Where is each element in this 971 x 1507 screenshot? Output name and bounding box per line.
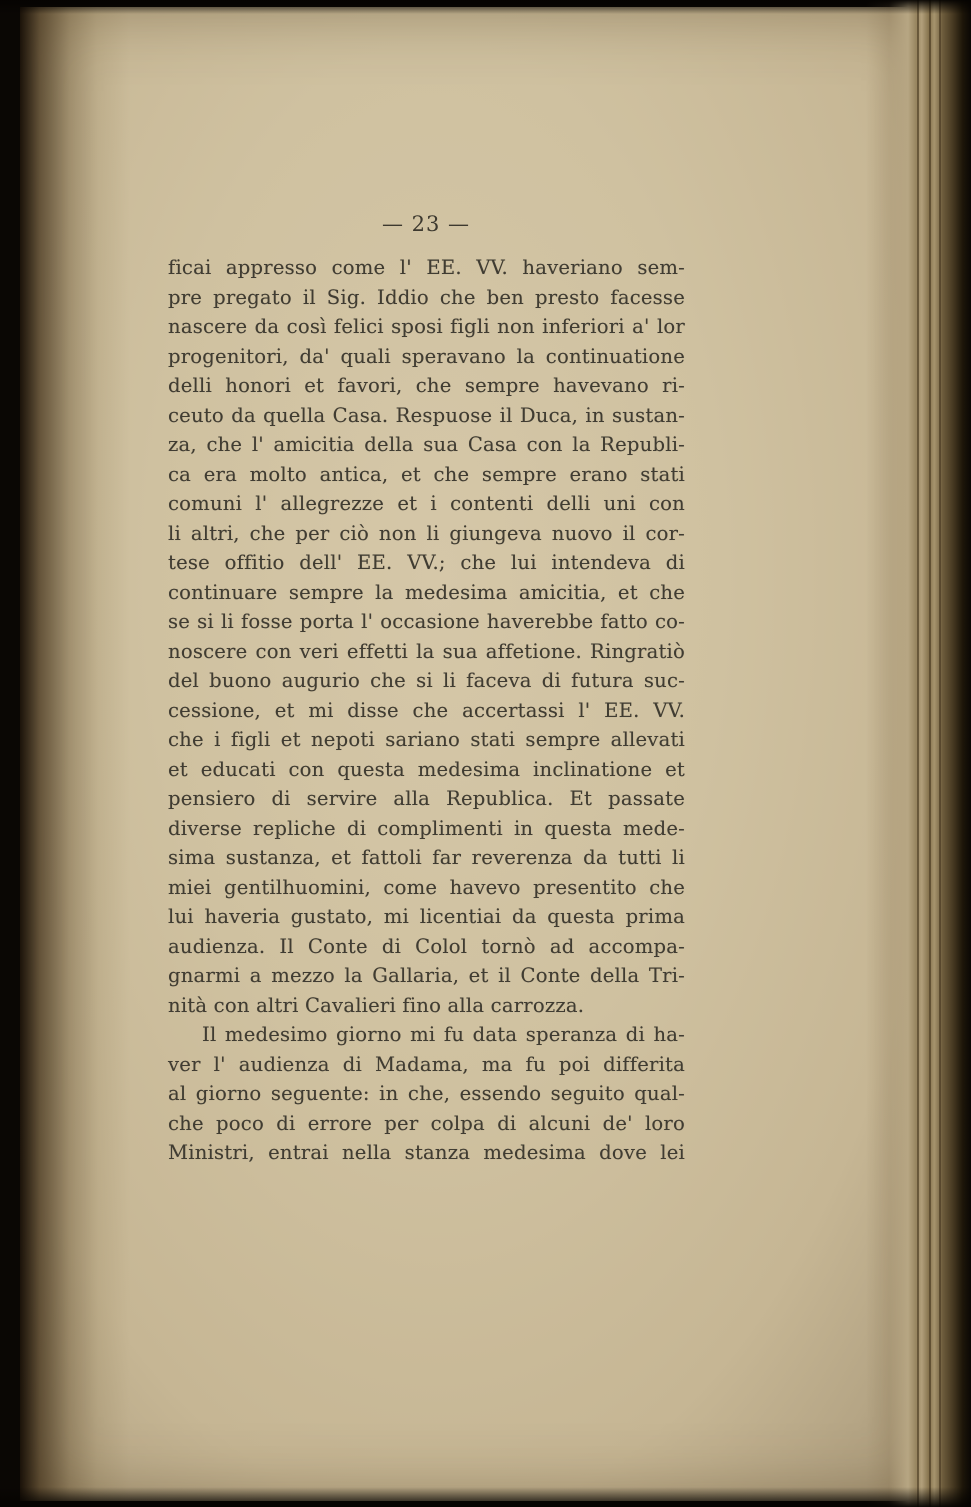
text-line: Ministri, entrai nella stanza medesima dove lei [168,1141,685,1164]
text-line: ficai appresso come l' EE. VV. haveriano sem- [168,256,685,279]
page-edge-line [929,0,931,1507]
page-edge-line [917,0,919,1507]
text-line: del buono augurio che si li faceva di futura suc- [168,669,685,692]
text-line: ceuto da quella Casa. Respuose il Duca, in sustan- [168,403,685,427]
text-line: diverse repliche di complimenti in questa mede- [168,816,685,840]
text-line: nascere da così felici sposi figli non inferiori a' lor [168,315,685,338]
text-line: pensiero di servire alla Republica. Et passate [168,787,685,810]
paragraph [168,1020,685,1168]
text-line: audienza. Il Conte di Colol tornò ad accompa- [168,934,685,958]
text-line: pre pregato il Sig. Iddio che ben presto facesse [168,285,685,309]
text-block [168,253,685,1168]
text-line: che i figli et nepoti sariano stati sempre allevati [168,728,685,751]
text-line: gnarmi a mezzo la Gallaria, et il Conte della Tri- [168,964,685,987]
page-edge-stack [866,0,971,1507]
binding-shadow [20,7,130,1501]
page-edge-line [939,0,941,1507]
text-line: za, che l' amicitia della sua Casa con la Republi- [168,433,685,456]
text-line: progenitori, da' quali speravano la continuatione [168,344,685,368]
text-line: lui haveria gustato, mi licentiai da questa prima [168,905,685,928]
page-number: — 23 — [381,212,471,236]
text-line: tese offitio dell' EE. VV.; che lui intendeva di [168,551,685,574]
text-line: al giorno seguente: in che, essendo seguito qual- [168,1082,685,1105]
paragraph [168,253,685,1020]
book-page [20,7,945,1501]
text-line: et educati con questa medesima inclinatione et [168,757,685,781]
text-line: delli honori et favori, che sempre havevano ri- [168,374,685,397]
text-line: cessione, et mi disse che accertassi l' EE. VV. [168,698,685,722]
text-line: ver l' audienza di Madama, ma fu poi differita [168,1052,685,1076]
scan-vignette-top [0,0,971,14]
text-line: se si li fosse porta l' occasione haverebbe fatto co- [168,610,685,633]
text-line: li altri, che per ciò non li giungeva nuovo il cor- [168,521,685,545]
text-line: continuare sempre la medesima amicitia, et che [168,580,685,604]
text-line: noscere con veri effetti la sua affetione. Ringratiò [168,639,685,663]
text-line: miei gentilhuomini, come havevo presentito che [168,875,685,899]
text-line: che poco di errore per colpa di alcuni de' loro [168,1111,685,1135]
text-line: comuni l' allegrezze et i contenti delli uni con [168,492,685,515]
text-line: sima sustanza, et fattoli far reverenza da tutti li [168,846,685,869]
text-line: ca era molto antica, et che sempre erano stati [168,462,685,486]
text-line: Il medesimo giorno mi fu data speranza di ha- [202,1023,685,1046]
text-line: nità con altri Cavalieri fino alla carrozza. [168,993,585,1017]
scan-vignette-bottom [0,1487,971,1507]
